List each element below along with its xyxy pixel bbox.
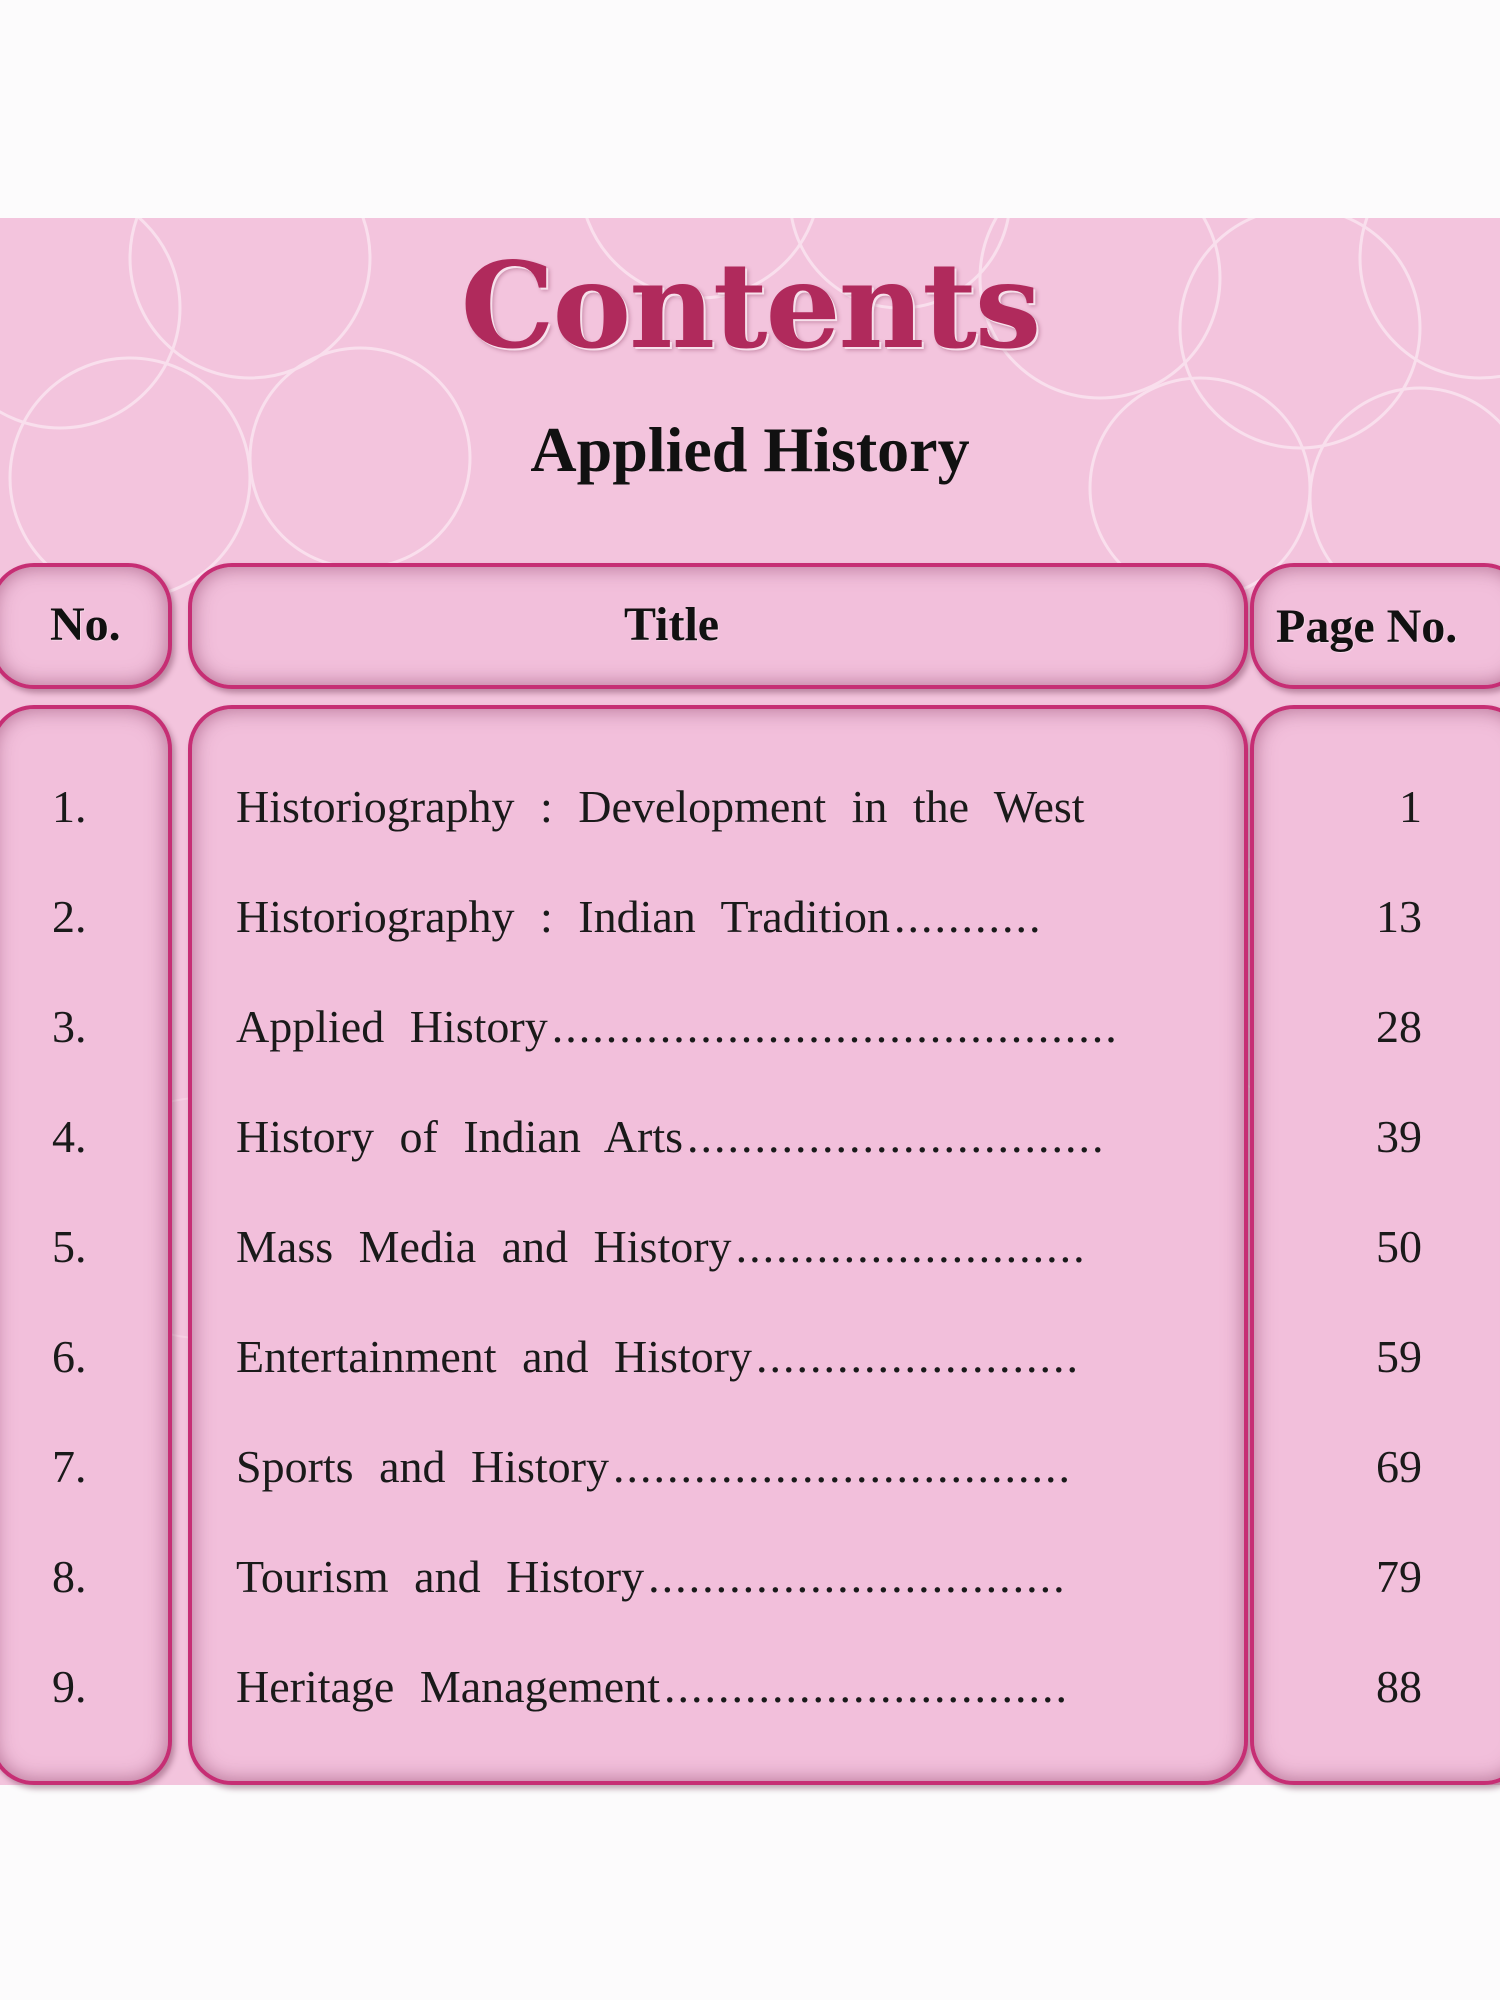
leader-dots: ............................... (648, 1551, 1067, 1602)
chapter-title-link[interactable] (236, 1212, 1140, 1282)
chapter-title-link[interactable] (236, 1542, 1140, 1612)
leader-dots: ........... (894, 891, 1043, 942)
leader-dots: .................................. (613, 1441, 1072, 1492)
chapter-title: Tourism and History (236, 1551, 645, 1602)
chapter-title-link[interactable] (236, 1322, 1140, 1392)
chapter-title-link[interactable] (236, 1432, 1140, 1502)
contents-row (0, 772, 1500, 842)
chapter-title-link[interactable] (236, 1652, 1140, 1722)
chapter-title: Mass Media and History (236, 1221, 732, 1272)
contents-row (0, 1102, 1500, 1172)
chapter-title: Applied History (236, 1001, 548, 1052)
chapter-number: 9. (52, 1661, 87, 1712)
chapter-number: 8. (52, 1551, 87, 1602)
chapter-number: 1. (52, 781, 87, 832)
page-number: 69 (1376, 1441, 1422, 1492)
page-number: 50 (1376, 1221, 1422, 1272)
chapter-title: Entertainment and History (236, 1331, 752, 1382)
chapter-title: Heritage Management (236, 1661, 660, 1712)
contents-row (0, 1322, 1500, 1392)
chapter-title: Sports and History (236, 1441, 609, 1492)
chapter-number: 2. (52, 891, 87, 942)
contents-row (0, 1432, 1500, 1502)
contents-row (0, 1542, 1500, 1612)
contents-row (0, 882, 1500, 952)
chapter-title-link[interactable] (236, 772, 1140, 842)
chapter-number: 7. (52, 1441, 87, 1492)
leader-dots: ........................ (756, 1331, 1080, 1382)
chapter-title: History of Indian Arts (236, 1111, 684, 1162)
chapter-title: Historiography : Indian Tradition (236, 891, 891, 942)
chapter-number: 4. (52, 1111, 87, 1162)
page-number: 59 (1376, 1331, 1422, 1382)
leader-dots: .............................. (663, 1661, 1069, 1712)
contents-row (0, 1652, 1500, 1722)
leader-dots: ............................... (687, 1111, 1106, 1162)
page-title: Contents (460, 236, 1040, 375)
chapter-title: Historiography : Development in the West (236, 781, 1085, 832)
chapter-title-link[interactable] (236, 992, 1140, 1062)
header-no: No. (50, 598, 121, 651)
page-number: 88 (1376, 1661, 1422, 1712)
page-number: 39 (1376, 1111, 1422, 1162)
chapter-number: 3. (52, 1001, 87, 1052)
page-number: 79 (1376, 1551, 1422, 1602)
page-number: 28 (1376, 1001, 1422, 1052)
contents-row (0, 1212, 1500, 1282)
chapter-title-link[interactable] (236, 882, 1140, 952)
page-number: 13 (1376, 891, 1422, 942)
chapter-number: 5. (52, 1221, 87, 1272)
book-subtitle: Applied History (530, 414, 970, 485)
contents-row (0, 992, 1500, 1062)
header-page-no: Page No. (1276, 600, 1458, 653)
chapter-number: 6. (52, 1331, 87, 1382)
header-title: Title (624, 598, 720, 651)
leader-dots: .......................................... (551, 1001, 1119, 1052)
chapter-title-link[interactable] (236, 1102, 1140, 1172)
page-number: 1 (1399, 781, 1422, 832)
leader-dots: .......................... (735, 1221, 1087, 1272)
